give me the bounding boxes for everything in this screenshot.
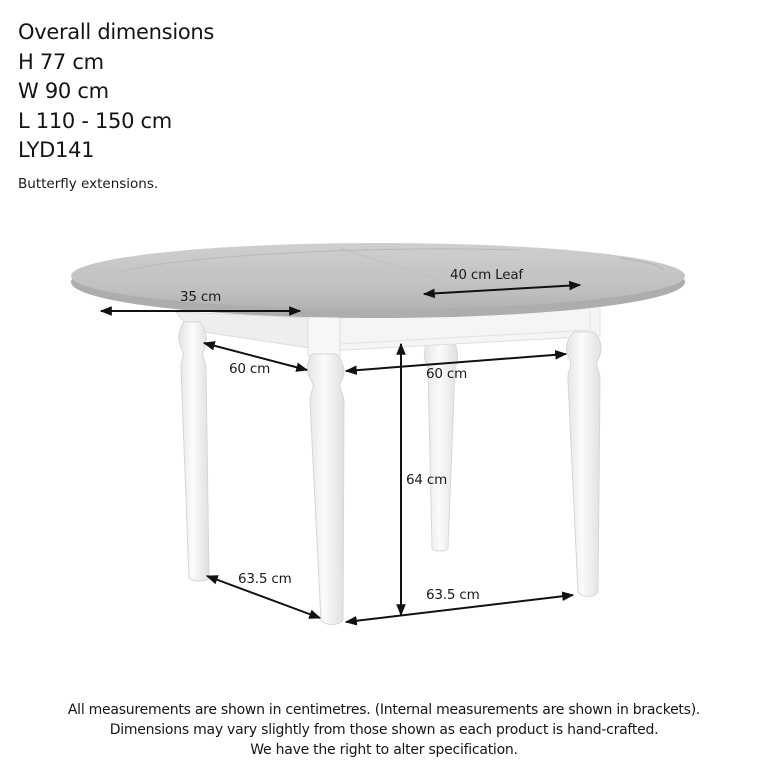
label-leaf: 40 cm Leaf	[450, 267, 523, 283]
spec-height: H 77 cm	[18, 49, 104, 74]
label-overhang: 35 cm	[180, 289, 222, 305]
tabletop	[71, 243, 685, 318]
label-leg-height: 64 cm	[406, 472, 448, 488]
spec-note: Butterfly extensions.	[18, 175, 159, 192]
footer-line-3: We have the right to alter specification.	[250, 742, 518, 758]
front-right-leg	[567, 332, 602, 597]
footer-disclaimer	[0, 700, 768, 760]
spec-product-code: LYD141	[18, 138, 95, 162]
label-foot-length: 63.5 cm	[426, 587, 480, 603]
back-left-leg	[179, 322, 209, 581]
footer-line-2: Dimensions may vary slightly from those shown as each product is hand-crafted.	[109, 722, 659, 738]
spec-block	[18, 18, 214, 192]
label-foot-depth: 63.5 cm	[238, 571, 292, 587]
footer-line-1: All measurements are shown in centimetres. (Internal measurements are shown in brackets).	[67, 702, 701, 718]
label-apron-length: 60 cm	[426, 366, 468, 382]
spec-title: Overall dimensions	[18, 20, 215, 44]
spec-length: L 110 - 150 cm	[18, 108, 172, 133]
front-center-leg	[308, 354, 345, 625]
label-apron-depth: 60 cm	[229, 361, 271, 377]
spec-width: W 90 cm	[18, 79, 109, 103]
